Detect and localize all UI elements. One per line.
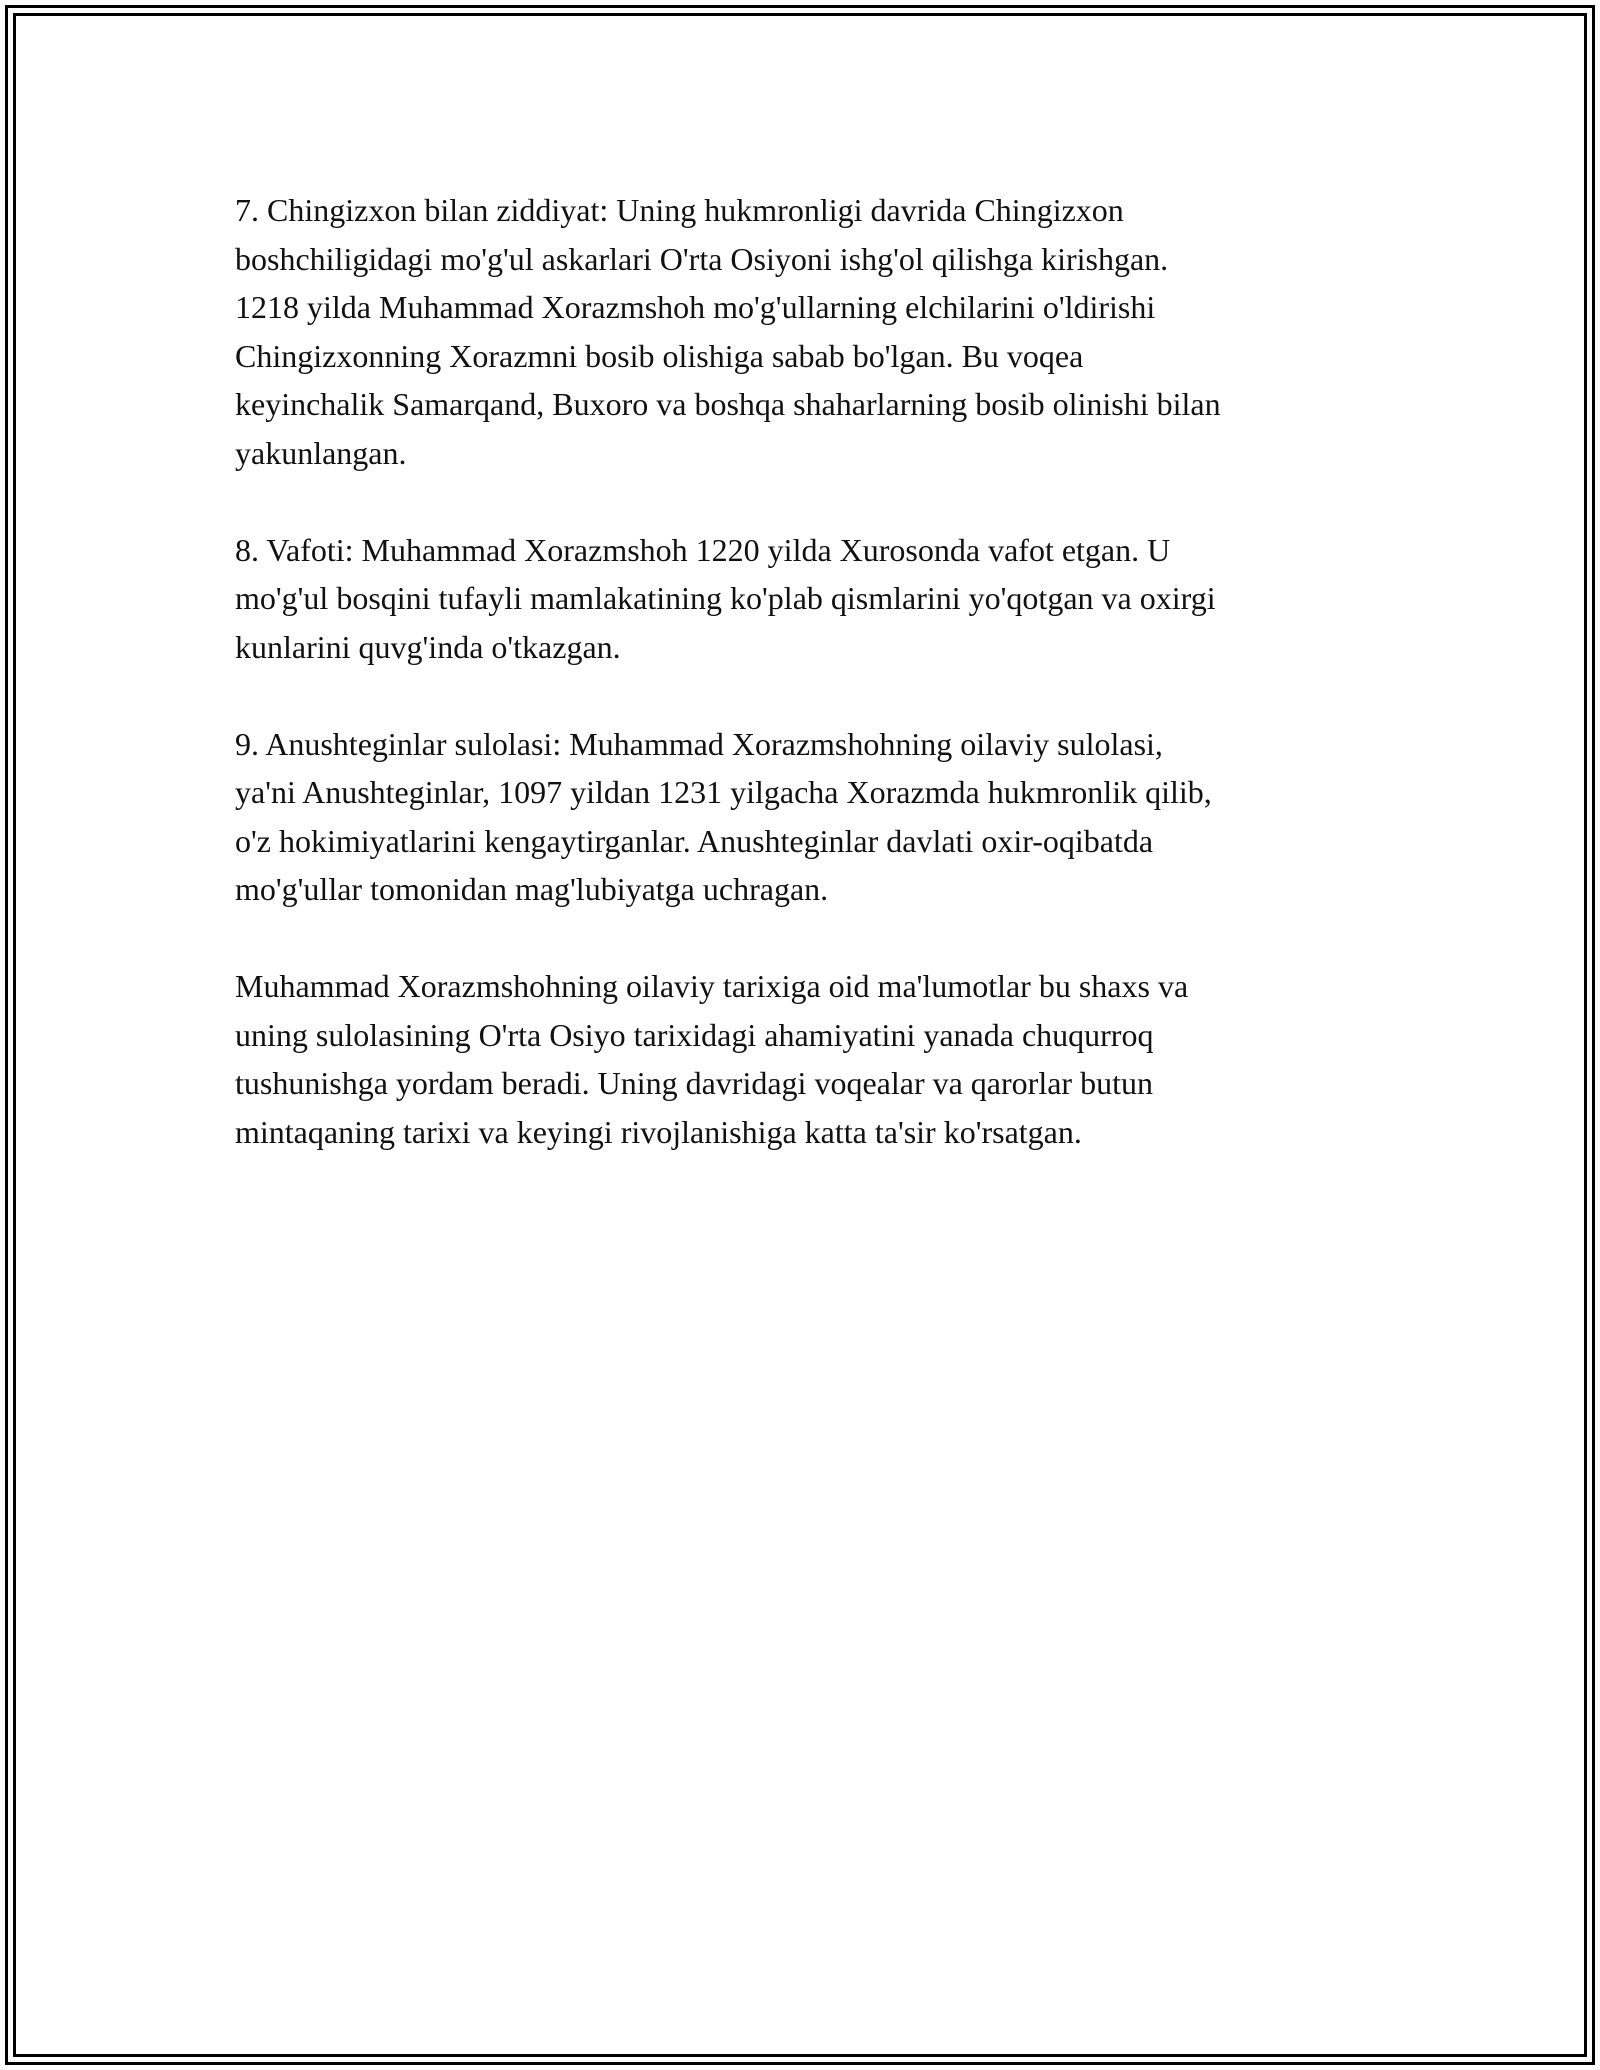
paragraph-conclusion bbox=[235, 962, 1385, 1156]
text-line: ya'ni Anushteginlar, 1097 yildan 1231 yilgacha Xorazmda hukmronlik qilib, bbox=[235, 774, 1212, 810]
text-line: o'z hokimiyatlarini kengaytirganlar. Anushteginlar davlati oxir-oqibatda bbox=[235, 822, 1154, 859]
text-line: mo'g'ul bosqini tufayli mamlakatining ko'plab qismlarini yo'qotgan va oxirgi bbox=[235, 580, 1216, 616]
text-line: mintaqaning tarixi va keyingi rivojlanishiga katta ta'sir ko'rsatgan. bbox=[235, 1113, 1082, 1150]
text-line: 8. Vafoti: Muhammad Xorazmshoh 1220 yilda Xurosonda vafot etgan. U bbox=[235, 531, 1171, 568]
text-line: boshchiligidagi mo'g'ul askarlari O'rta Osiyoni ishg'ol qilishga kirishgan. bbox=[235, 240, 1169, 277]
text-line: tushunishga yordam beradi. Uning davridagi voqealar va qarorlar butun bbox=[235, 1065, 1153, 1101]
text-line: Muhammad Xorazmshohning oilaviy tarixiga oid ma'lumotlar bu shaxs va bbox=[235, 968, 1189, 1004]
text-line: kunlarini quvg'inda o'tkazgan. bbox=[235, 628, 621, 665]
text-line: 7. Chingizxon bilan ziddiyat: Uning hukmronligi davrida Chingizxon bbox=[235, 192, 1124, 228]
text-line: uning sulolasining O'rta Osiyo tarixidagi ahamiyatini yanada chuqurroq bbox=[235, 1016, 1154, 1053]
text-line: 9. Anushteginlar sulolasi: Muhammad Xorazmshohning oilaviy sulolasi, bbox=[235, 725, 1163, 762]
text-line: 1218 yilda Muhammad Xorazmshoh mo'g'ullarning elchilarini o'ldirishi bbox=[235, 289, 1156, 325]
text-line: mo'g'ullar tomonidan mag'lubiyatga uchragan. bbox=[235, 871, 829, 907]
paragraph-chingizxon-conflict bbox=[235, 186, 1385, 477]
text-line: yakunlangan. bbox=[235, 434, 407, 471]
paragraph-death bbox=[235, 526, 1385, 672]
text-line: Chingizxonning Xorazmni bosib olishiga sabab bo'lgan. Bu voqea bbox=[235, 337, 1084, 374]
paragraph-anushtegin-dynasty bbox=[235, 720, 1385, 914]
text-line: keyinchalik Samarqand, Buxoro va boshqa shaharlarning bosib olinishi bilan bbox=[235, 386, 1221, 422]
document-body bbox=[235, 186, 1385, 1156]
